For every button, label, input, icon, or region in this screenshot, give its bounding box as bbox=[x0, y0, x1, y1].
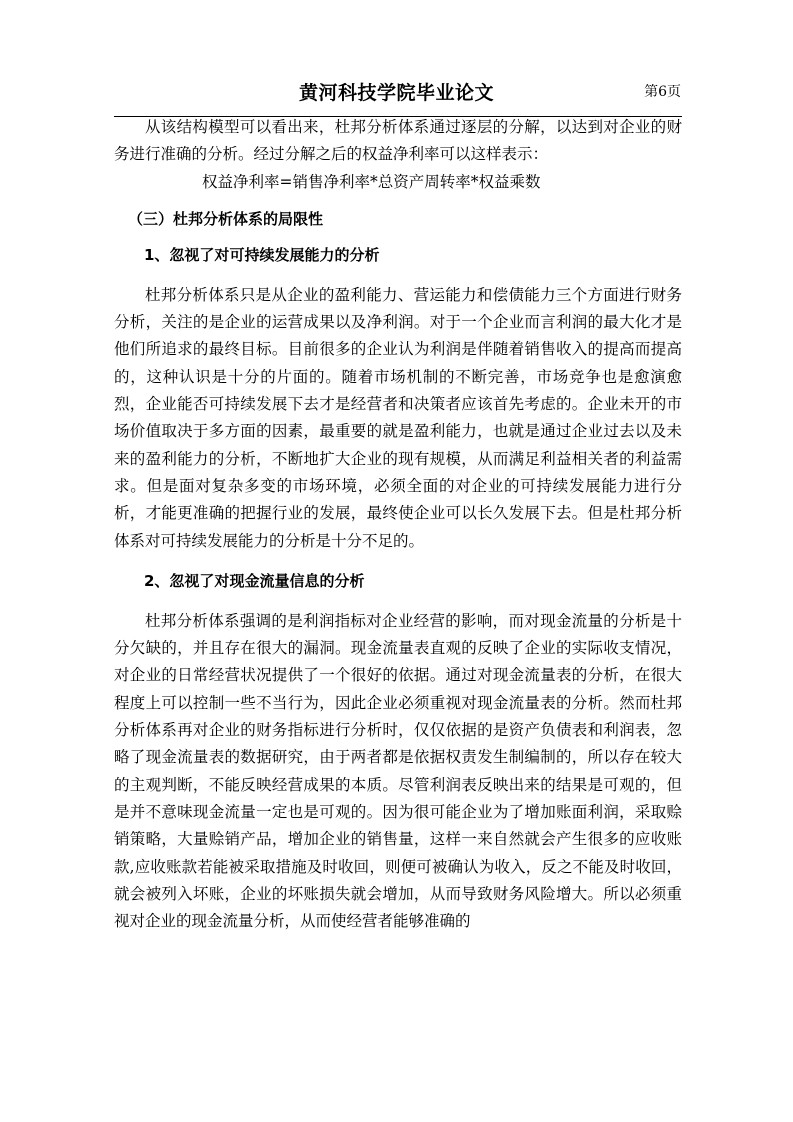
subheading-cash-flow: 2、忽视了对现金流量信息的分析 bbox=[144, 571, 365, 590]
document-body bbox=[114, 114, 682, 935]
header-title: 黄河科技学院毕业论文 bbox=[298, 82, 494, 104]
paragraph-cash-flow: 杜邦分析体系强调的是利润指标对企业经营的影响，而对现金流量的分析是十分欠缺的，并且存在很大的漏洞。现金流量表直观的反映了企业的实际收支情况，对企业的日常经营状况提供了一个很好的依据。通过对现金流量表的分析，在很大程度上可以控制一些不当行为，因此企业必须重视对现金流量表的分析。然而杜邦分析体系再对企业的财务指标进行分析时，仅仅依据的是资产负债表和利润表，忽略了现金流量表的数据研究，由于两者都是依据权责发生制编制的，所以存在较大的主观判断，不能反映经营成果的本质。尽管利润表反映出来的结果是可观的，但是并不意味现金流量一定也是可观的。因为很可能企业为了增加账面利润，采取赊销策略，大量赊销产品，增加企业的销售量，这样一来自然就会产生很多的应收账款,应收账款若能被采取措施及时收回，则便可被确认为收入，反之不能及时收回，就会被列入坏账，企业的坏账损失就会增加，从而导致财务风险增大。所以必须重视对企业的现金流量分析，从而使经营者能够准确的 bbox=[114, 611, 682, 931]
section-heading-limitations: （三）杜邦分析体系的局限性 bbox=[128, 209, 324, 228]
subheading-sustainability: 1、忽视了对可持续发展能力的分析 bbox=[144, 245, 380, 264]
formula-line: 权益净利率=销售净利率*总资产周转率*权益乘数 bbox=[202, 172, 541, 191]
page-number: 第6页 bbox=[644, 84, 681, 100]
paragraph-sustainability: 杜邦分析体系只是从企业的盈利能力、营运能力和偿债能力三个方面进行财务分析，关注的是企业的运营成果以及净利润。对于一个企业而言利润的最大化才是他们所追求的最终目标。目前很多的企业认为利润是伴随着销售收入的提高而提高的，这种认识是十分的片面的。随着市场机制的不断完善，市场竞争也是愈演愈烈，企业能否可持续发展下去才是经营者和决策者应该首先考虑的。企业未开的市场价值取决于多方面的因素，最重要的就是盈利能力，也就是通过企业过去以及未来的盈利能力的分析，不断地扩大企业的现有规模，从而满足利益相关者的利益需求。但是面对复杂多变的市场环境，必须全面的对企业的可持续发展能力进行分析，才能更准确的把握行业的发展，最终使企业可以长久发展下去。但是杜邦分析体系对可持续发展能力的分析是十分不足的。 bbox=[114, 285, 682, 550]
paragraph-intro: 从该结构模型可以看出来，杜邦分析体系通过逐层的分解，以达到对企业的财务进行准确的分析。经过分解之后的权益净利率可以这样表示： bbox=[114, 118, 682, 164]
